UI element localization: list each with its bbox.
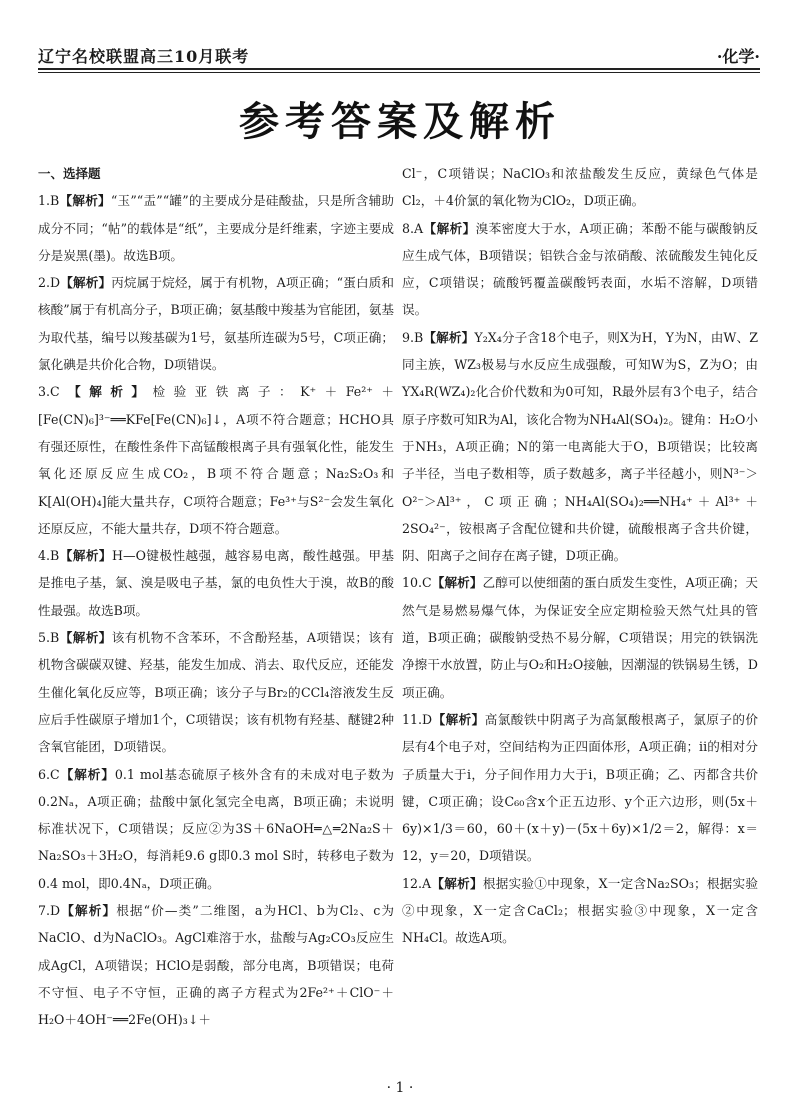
right-column [402, 160, 758, 952]
answer-num: 2. [38, 275, 51, 291]
answer-item [402, 706, 758, 870]
answer-explanation: 丙烷属于烷烃，属于有机物，A项正确；“蛋白质和核酸”属于有机高分子，B项正确；氨基酸中羧基为官能团，氨基为取代基，编号以羧基碳为1号，氨基所连碳为5号，C项正确；氯化碘是共价化合物，D项错误。 [38, 275, 394, 373]
answer-item [38, 269, 394, 378]
answer-num: 12. [402, 875, 423, 891]
answer-item [38, 187, 394, 269]
continued-text: Cl⁻，C项错误；NaClO₃和浓盐酸发生反应，黄绿色气体是Cl₂，＋4价氯的氧化物为ClO₂，D项正确。 [402, 166, 758, 209]
answer-num: 11. [402, 711, 423, 727]
answer-item [402, 324, 758, 570]
answer-explanation: 溴苯密度大于水，A项正确；苯酚不能与碳酸钠反应生成气体，B项错误；铝铁合金与浓硝酸、浓硫酸发生钝化反应，C项错误；硫酸钙覆盖碳酸钙表面，水垢不溶解，D项错误。 [402, 220, 758, 318]
answer-item [38, 624, 394, 760]
answer-explanation: 检验亚铁离子：K⁺＋Fe²⁺＋[Fe(CN)₆]³⁻══KFe[Fe(CN)₆]↓，A项不符合题意；HCHO具有强还原性，在酸性条件下高锰酸根离子具有强氧化性，能发生氧化还原反应生成CO₂，B项不符合题意；Na₂S₂O₃和K[Al(OH)₄]能大量共存，C项符合题意；Fe³⁺与S²⁻会发生氧化还原反应，不能大量共存，D项不符合题意。 [38, 384, 394, 536]
answer-explanation: 根据“价—类”二维图，a为HCl、b为Cl₂、c为NaClO、d为NaClO₃。AgCl难溶于水，盐酸与Ag₂CO₃反应生成AgCl，A项错误；HClO是弱酸，部分电离，B项错误；电荷不守恒、电子不守恒，正确的离子方程式为2Fe²⁺＋ClO⁻＋H₂O＋4OH⁻══2Fe(OH)₃↓＋ [38, 903, 395, 1028]
subject-label: ·化学· [716, 47, 760, 66]
answer-tag: 【解析】 [59, 766, 115, 782]
answer-tag: 【解析】 [60, 903, 117, 919]
section-title: 一、选择题 [38, 166, 101, 181]
answer-num: 8. [402, 220, 415, 236]
header-rule-thin [38, 72, 760, 73]
answer-tag: 【解析】 [431, 575, 483, 591]
answer-ans: D [50, 275, 61, 291]
answer-num: 9. [402, 329, 415, 345]
page-number: · 1 · [386, 1080, 414, 1096]
answer-tag: 【解析】 [59, 548, 112, 564]
answer-ans: B [50, 630, 60, 646]
answer-item [402, 870, 758, 952]
answer-ans: D [50, 903, 61, 919]
left-column [38, 160, 394, 1034]
answer-list-right [402, 215, 758, 952]
answer-explanation: 高氯酸铁中阴离子为高氯酸根离子，氯原子的价层有4个电子对，空间结构为正四面体形，A项正确；ii的相对分子质量大于i，分子间作用力大于i，B项正确；乙、丙都含共价键，C项正确；设C₆₀含x个正五边形、y个正六边形，则(5x＋6y)×1/3＝60，60＋(x＋y)－(5x＋6y)×1/2＝2，解得：x＝12，y＝20，D项错误。 [402, 711, 759, 864]
answer-item [38, 378, 394, 542]
page-title: 参考答案及解析 [239, 99, 561, 145]
answer-tag: 【解析】 [423, 329, 475, 345]
exam-title: 辽宁名校联盟高三10月联考 [38, 47, 250, 66]
answer-ans: B [50, 548, 60, 564]
answer-item [38, 897, 394, 1033]
answer-explanation: 该有机物不含苯环，不含酚羟基，A项错误；该有机物含碳碳双键、羟基，能发生加成、消去、取代反应，还能发生催化氧化反应等，B项正确；该分子与Br₂的CCl₄溶液发生反应后手性碳原子增加1个，C项错误；该有机物有羟基、醚键2种含氧官能团，D项错误。 [38, 630, 394, 755]
answer-tag: 【解析】 [432, 711, 485, 727]
answer-ans: A [414, 220, 424, 236]
answer-item [38, 761, 394, 897]
answer-num: 10. [402, 575, 423, 591]
answer-ans: C [422, 575, 432, 591]
answer-num: 4. [38, 548, 51, 564]
answer-ans: D [422, 711, 433, 727]
answer-num: 3. [38, 384, 51, 400]
answer-item [402, 215, 758, 324]
answer-tag: 【解析】 [59, 193, 111, 209]
answer-explanation: 乙醇可以使细菌的蛋白质发生变性，A项正确；天然气是易燃易爆气体，为保证安全应定期检验天然气灶具的管道，B项正确；碳酸钠受热不易分解，C项错误；用完的铁锅洗净擦干水放置，防止与O₂和H₂O接触，因潮湿的铁锅易生锈，D项正确。 [402, 575, 758, 700]
answer-explanation: Y₂X₄分子含18个电子，则X为H，Y为N，由W、Z同主族，WZ₃极易与水反应生成强酸，可知W为S，Z为O；由YX₄R(WZ₄)₂化合价代数和为0可知，R最外层有3个电子，结合原子序数可知R为Al，该化合物为NH₄Al(SO₄)₂。键角：H₂O小于NH₃，A项正确；N的第一电离能大于O，B项错误；比较离子半径，当电子数相等，质子数越多，离子半径越小，则N³⁻＞O²⁻＞Al³⁺，C项正确；NH₄Al(SO₄)₂══NH₄⁺＋Al³⁺＋2SO₄²⁻，铵根离子含配位键和共价键，硫酸根离子含共价键，阴、阳离子之间存在离子键，D项正确。 [402, 329, 758, 564]
header-rule [38, 68, 760, 70]
answer-num: 7. [38, 903, 51, 919]
answer-explanation: H—O键极性越强，越容易电离，酸性越强。甲基是推电子基，氯、溴是吸电子基，氯的电负性大于溴，故B的酸性最强。故选B项。 [38, 548, 395, 618]
answer-explanation: “玉”“盂”“罐”的主要成分是硅酸盐，只是所含辅助成分不同；“帖”的载体是“纸”，主要成分是纤维素，字迹主要成分是炭黑(墨)。故选B项。 [38, 193, 394, 263]
answer-num: 6. [38, 766, 51, 782]
answer-tag: 【解析】 [59, 630, 112, 646]
answer-ans: B [414, 329, 424, 345]
answer-tag: 【解析】 [59, 384, 153, 400]
answer-tag: 【解析】 [431, 875, 483, 891]
page-header [38, 40, 760, 68]
answer-explanation: 0.1 mol基态硫原子核外含有的未成对电子数为0.2Nₐ，A项正确；盐酸中氯化氢完全电离，B项正确；未说明标准状况下，C项错误；反应②为3S＋6NaOH═△═2Na₂S＋Na₂SO₃＋3H₂O，每消耗9.6 g即0.3 mol S时，转移电子数为0.4 mol，即0.4Nₐ，D项正确。 [38, 766, 394, 891]
answer-ans: C [50, 384, 60, 400]
answer-item [402, 569, 758, 705]
answer-ans: A [422, 875, 432, 891]
answer-num: 5. [38, 630, 51, 646]
answer-ans: C [50, 766, 60, 782]
answer-list-left [38, 187, 394, 1033]
answer-ans: B [50, 193, 60, 209]
answer-num: 1. [38, 193, 51, 209]
answer-tag: 【解析】 [423, 220, 476, 236]
answer-tag: 【解析】 [60, 275, 112, 291]
answer-item [38, 542, 394, 624]
answer-explanation: 根据实验①中现象，X一定含Na₂SO₃；根据实验②中现象，X一定含CaCl₂；根据实验③中现象，X一定含NH₄Cl。故选A项。 [402, 875, 758, 946]
